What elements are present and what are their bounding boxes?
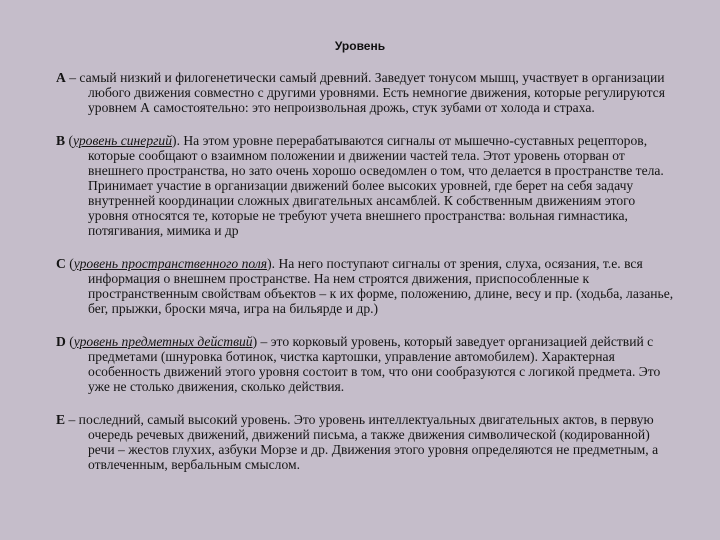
level-letter: E [56,412,66,427]
page-title: Уровень [334,39,386,53]
level-c-paragraph [56,256,678,316]
open-paren: ( [65,133,74,148]
level-b-paragraph [56,133,678,238]
level-description: – это корковый уровень, который заведует организацией действий с предметами (шнуровка ботинок, чистка картошки, управление автомобилем). Характерная особенность движений этого уровня состоит в том, что они сообразуются с логикой предмета. Это уже не столько движения, сколько действия. [88,334,661,394]
open-paren: ( [65,256,74,271]
level-letter: C [56,256,66,271]
level-description: . На этом уровне перерабатываются сигналы от мышечно-суставных рецепторов, которые сообщают о взаимном положении и движении частей тела. Этот уровень оторван от внешнего пространства, но зато очень хорошо осведомлен о том, что делается в пространстве тела. Принимает участие в организации движений более высоких уровней, где берет на себя задачу внутренней координации сложных двигательных ансамблей. К собственным движениям этого уровня относятся те, которые не требуют учета внешнего пространства: вольная гимнастика, потягивания, мимика и др [88,133,664,238]
close-paren: ) [252,334,258,349]
close-paren: ) [172,133,177,148]
levels-list [56,70,678,490]
level-letter: B [56,133,66,148]
level-term: уровень пространственного поля [73,256,268,271]
level-description: – самый низкий и филогенетически самый древний. Заведует тонусом мышц, участвует в организации любого движения совместно с другими уровнями. Есть немногие движения, которые регулируются уровнем А самостоятельно: это непроизвольная дрожь, стук зубами от холода и страха. [65,70,665,115]
level-d-paragraph [56,334,678,394]
level-description: . На него поступают сигналы от зрения, слуха, осязания, т.е. вся информация о внешнем пространстве. На нем строятся движения, приспособленные к пространственным свойствам объектов – к их форме, положению, длине, весу и пр. (ходьба, лазанье, бег, прыжки, броски мяча, игра на бильярде и др.) [88,256,674,316]
close-paren: ) [267,256,272,271]
level-term: уровень синергий [73,133,173,148]
level-letter: A [56,70,66,85]
level-e-paragraph [56,412,678,472]
level-description: – последний, самый высокий уровень. Это уровень интеллектуальных двигательных актов, в первую очередь речевых движений, движений письма, а также движения символической (кодированной) речи – жестов глухих, азбуки Морзе и др. Движения этого уровня определяются не предметным, а отвлеченным, вербальным смыслом. [65,412,659,472]
open-paren: ( [65,334,74,349]
level-term: уровень предметных действий [73,334,253,349]
level-letter: D [56,334,66,349]
level-a-paragraph [56,70,678,115]
